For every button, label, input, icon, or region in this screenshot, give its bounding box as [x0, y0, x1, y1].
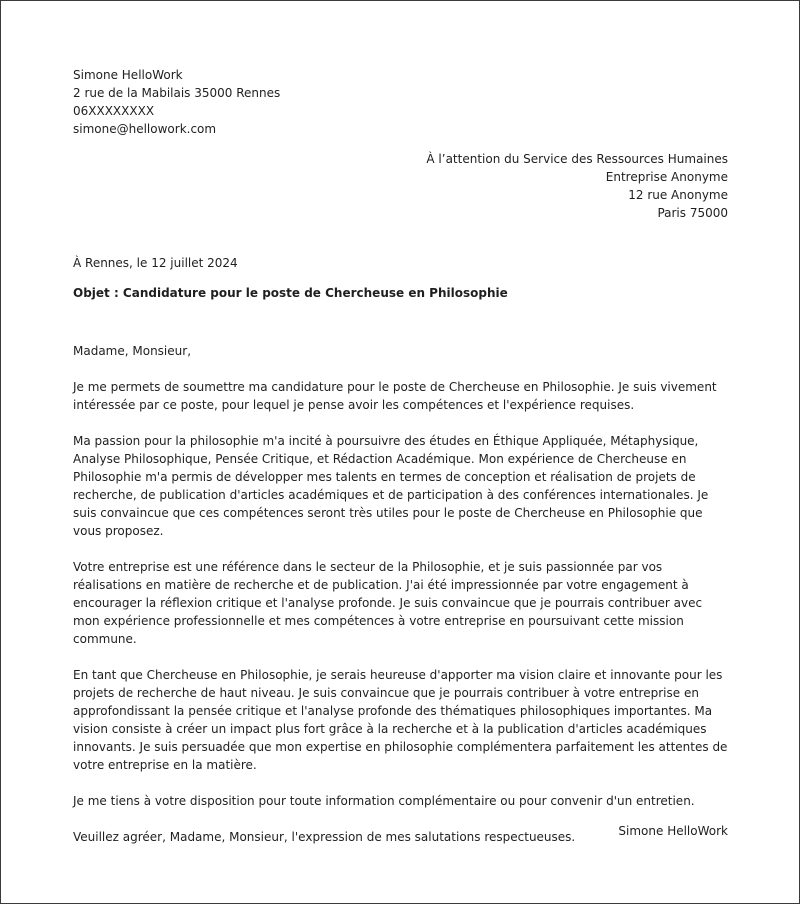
sender-block [73, 66, 473, 138]
recipient-city: Paris 75000 [657, 206, 728, 220]
recipient-company: Entreprise Anonyme [605, 170, 728, 184]
sender-name: Simone HelloWork [73, 68, 183, 82]
sender-email: simone@hellowork.com [73, 122, 217, 136]
subject-line: Objet : Candidature pour le poste de Chercheuse en Philosophie [73, 286, 508, 300]
salutation: Madame, Monsieur, [73, 344, 192, 358]
paragraph-company: Votre entreprise est une référence dans le secteur de la Philosophie, et je suis passionnée par vos réalisations en matière de recherche et de publication. J'ai été impressionnée par votre engagement à encourager la réflexion critique et l'analyse profonde. Je suis convaincue que je pourrais contribuer avec mon expérience professionnelle et mes compétences à votre entreprise en poursuivant cette mission commune. [73, 560, 703, 646]
recipient-street: 12 rue Anonyme [628, 188, 728, 202]
letter-body [73, 342, 730, 864]
sender-address: 2 rue de la Mabilais 35000 Rennes [73, 86, 281, 100]
signature: Simone HelloWork [618, 824, 728, 838]
paragraph-background: Ma passion pour la philosophie m'a incité à poursuivre des études en Éthique Appliquée, Métaphysique, Analyse Philosophique, Pensée Critique, et Rédaction Académique. Mon expérience de Chercheuse en Philosophie m'a permis de développer mes talents en termes de conception et réalisation de projets de recherche, de publication d'articles académiques et de participation à des conférences internationales. Je suis convaincue que ces compétences seront très utiles pour le poste de Chercheuse en Philosophie que vous proposez. [73, 434, 709, 538]
sender-phone: 06XXXXXXXX [73, 104, 155, 118]
paragraph-intro: Je me permets de soumettre ma candidature pour le poste de Chercheuse en Philosophie. Je suis vivement intéressée par ce poste, pour lequel je pense avoir les compétences et l'expérience requises. [73, 380, 717, 412]
paragraph-vision: En tant que Chercheuse en Philosophie, je serais heureuse d'apporter ma vision claire et innovante pour les projets de recherche de haut niveau. Je suis convaincue que je pourrais contribuer à votre entreprise en approfondissant la pensée critique et l'analyse profonde des thématiques philosophiques importantes. Ma vision consiste à créer un impact plus fort grâce à la recherche et à la publication d'articles académiques innovants. Je suis persuadée que mon expertise en philosophie complémentera parfaitement les attentes de votre entreprise en la matière. [73, 668, 728, 772]
recipient-block [328, 150, 728, 222]
date-line: À Rennes, le 12 juillet 2024 [73, 256, 238, 270]
paragraph-closing: Veuillez agréer, Madame, Monsieur, l'expression de mes salutations respectueuses. [73, 830, 576, 844]
paragraph-availability: Je me tiens à votre disposition pour toute information complémentaire ou pour convenir d'un entretien. [73, 794, 695, 808]
recipient-attention: À l’attention du Service des Ressources Humaines [426, 152, 728, 166]
